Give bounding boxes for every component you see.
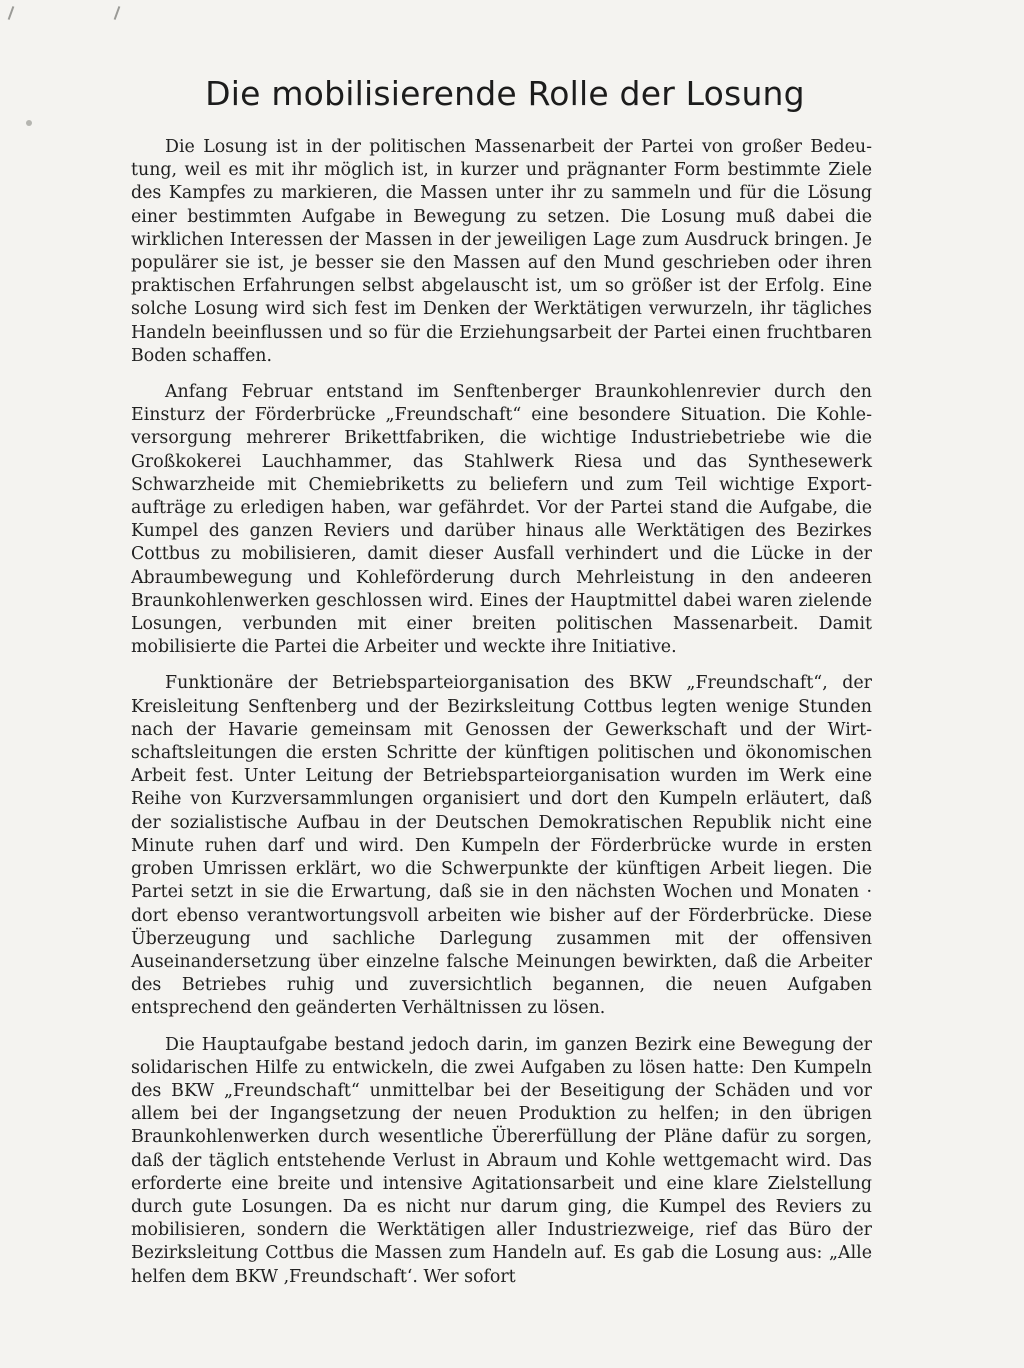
scan-edge-mark	[114, 6, 121, 20]
paragraph-3: Funktionäre der Betriebsparteiorganisation des BKW „Freundschaft“, der Kreisleitung Senftenberg und der Bezirksleitung Cottbus legten wenige Stunden nach der Havarie gemeinsam mit Genossen der Gewerkschaft und der Wirtschaftsleitungen die ersten Schritte der künftigen politischen und ökonomischen Arbeit fest. Unter Leitung der Betriebsparteiorganisation wurden im Werk eine Reihe von Kurzversammlungen organisiert und dort den Kumpeln erläutert, daß der sozialistische Aufbau in der Deutschen Demokratischen Republik nicht eine Minute ruhen darf und wird. Den Kumpeln der Förderbrücke wurde in ersten groben Umrissen erklärt, wo die Schwerpunkte der künftigen Arbeit liegen. Die Partei setzt in sie die Erwartung, daß sie in den nächsten Wochen und Monaten · dort ebenso verantwortungsvoll arbeiten wie bisher auf der Förderbrücke. Diese Überzeugung und sachliche Darlegung zusammen mit der offensiven Auseinandersetzung über einzelne falsche Meinungen bewirkten, daß die Arbeiter des Betriebes ruhig und zuversichtlich begannen, die neuen Aufgaben entsprechend den geänderten Verhältnissen zu lösen.	[131, 673, 872, 1019]
paragraph-1: Die Losung ist in der politischen Massenarbeit der Partei von großer Bedeutung, weil es mit ihr möglich ist, in kurzer und prägnanter Form bestimmte Ziele des Kampfes zu markieren, die Massen unter ihr zu sammeln und für die Lösung einer bestimmten Aufgabe in Bewegung zu setzen. Die Losung muß dabei die wirklichen Interessen der Massen in der jeweiligen Lage zum Ausdruck bringen. Je populärer sie ist, je besser sie den Massen auf den Mund geschrieben oder ihren praktischen Erfahrungen selbst abgelauscht ist, um so größer ist der Erfolg. Eine solche Losung wird sich fest im Denken der Werktätigen verwurzeln, ihr tägliches Handeln beeinflussen und so für die Erziehungsarbeit der Partei einen fruchtbaren Boden schaffen.	[131, 137, 872, 366]
paragraph-2: Anfang Februar entstand im Senftenberger Braunkohlenrevier durch den Einsturz der Förderbrücke „Freundschaft“ eine besondere Situation. Die Kohleversorgung mehrerer Brikettfabriken, die wichtige Industriebetriebe wie die Großkokerei Lauchhammer, das Stahlwerk Riesa und das Synthesewerk Schwarzheide mit Chemiebriketts zu beliefern und zum Teil wichtige Exportaufträge zu erledigen haben, war gefährdet. Vor der Partei stand die Aufgabe, die Kumpel des ganzen Reviers und darüber hinaus alle Werktätigen des Bezirkes Cottbus zu mobilisieren, damit dieser Ausfall verhindert und die Lücke in der Abraumbewegung und Kohleförderung durch Mehrleistung in den andeeren Braunkohlenwerken geschlossen wird. Eines der Hauptmittel dabei waren zielende Losungen, verbunden mit einer breiten politischen Massenarbeit. Damit mobilisierte die Partei die Arbeiter und weckte ihre Initiative.	[131, 382, 872, 658]
scan-edge-mark	[8, 6, 15, 20]
scan-speck-mark	[26, 120, 32, 126]
paragraph-4: Die Hauptaufgabe bestand jedoch darin, im ganzen Bezirk eine Bewegung der solidarischen Hilfe zu entwickeln, die zwei Aufgaben zu lösen hatte: Den Kumpeln des BKW „Freundschaft“ unmittelbar bei der Beseitigung der Schäden und vor allem bei der Ingangsetzung der neuen Produktion zu helfen; in den übrigen Braunkohlenwerken durch wesentliche Übererfüllung der Pläne dafür zu sorgen, daß der täglich entstehende Verlust in Abraum und Kohle wettgemacht wird. Das erforderte eine breite und intensive Agitationsarbeit und eine klare Zielstellung durch gute Losungen. Da es nicht nur darum ging, die Kumpel des Reviers zu mobilisieren, sondern die Werktätigen aller Industriezweige, rief das Büro der Bezirksleitung Cottbus die Massen zum Handeln auf. Es gab die Losung aus: „Alle helfen dem BKW ‚Freundschaft‘. Wer sofort	[131, 1034, 872, 1287]
document-body	[131, 136, 872, 1302]
document-title: Die mobilisierende Rolle der Losung	[205, 74, 805, 113]
